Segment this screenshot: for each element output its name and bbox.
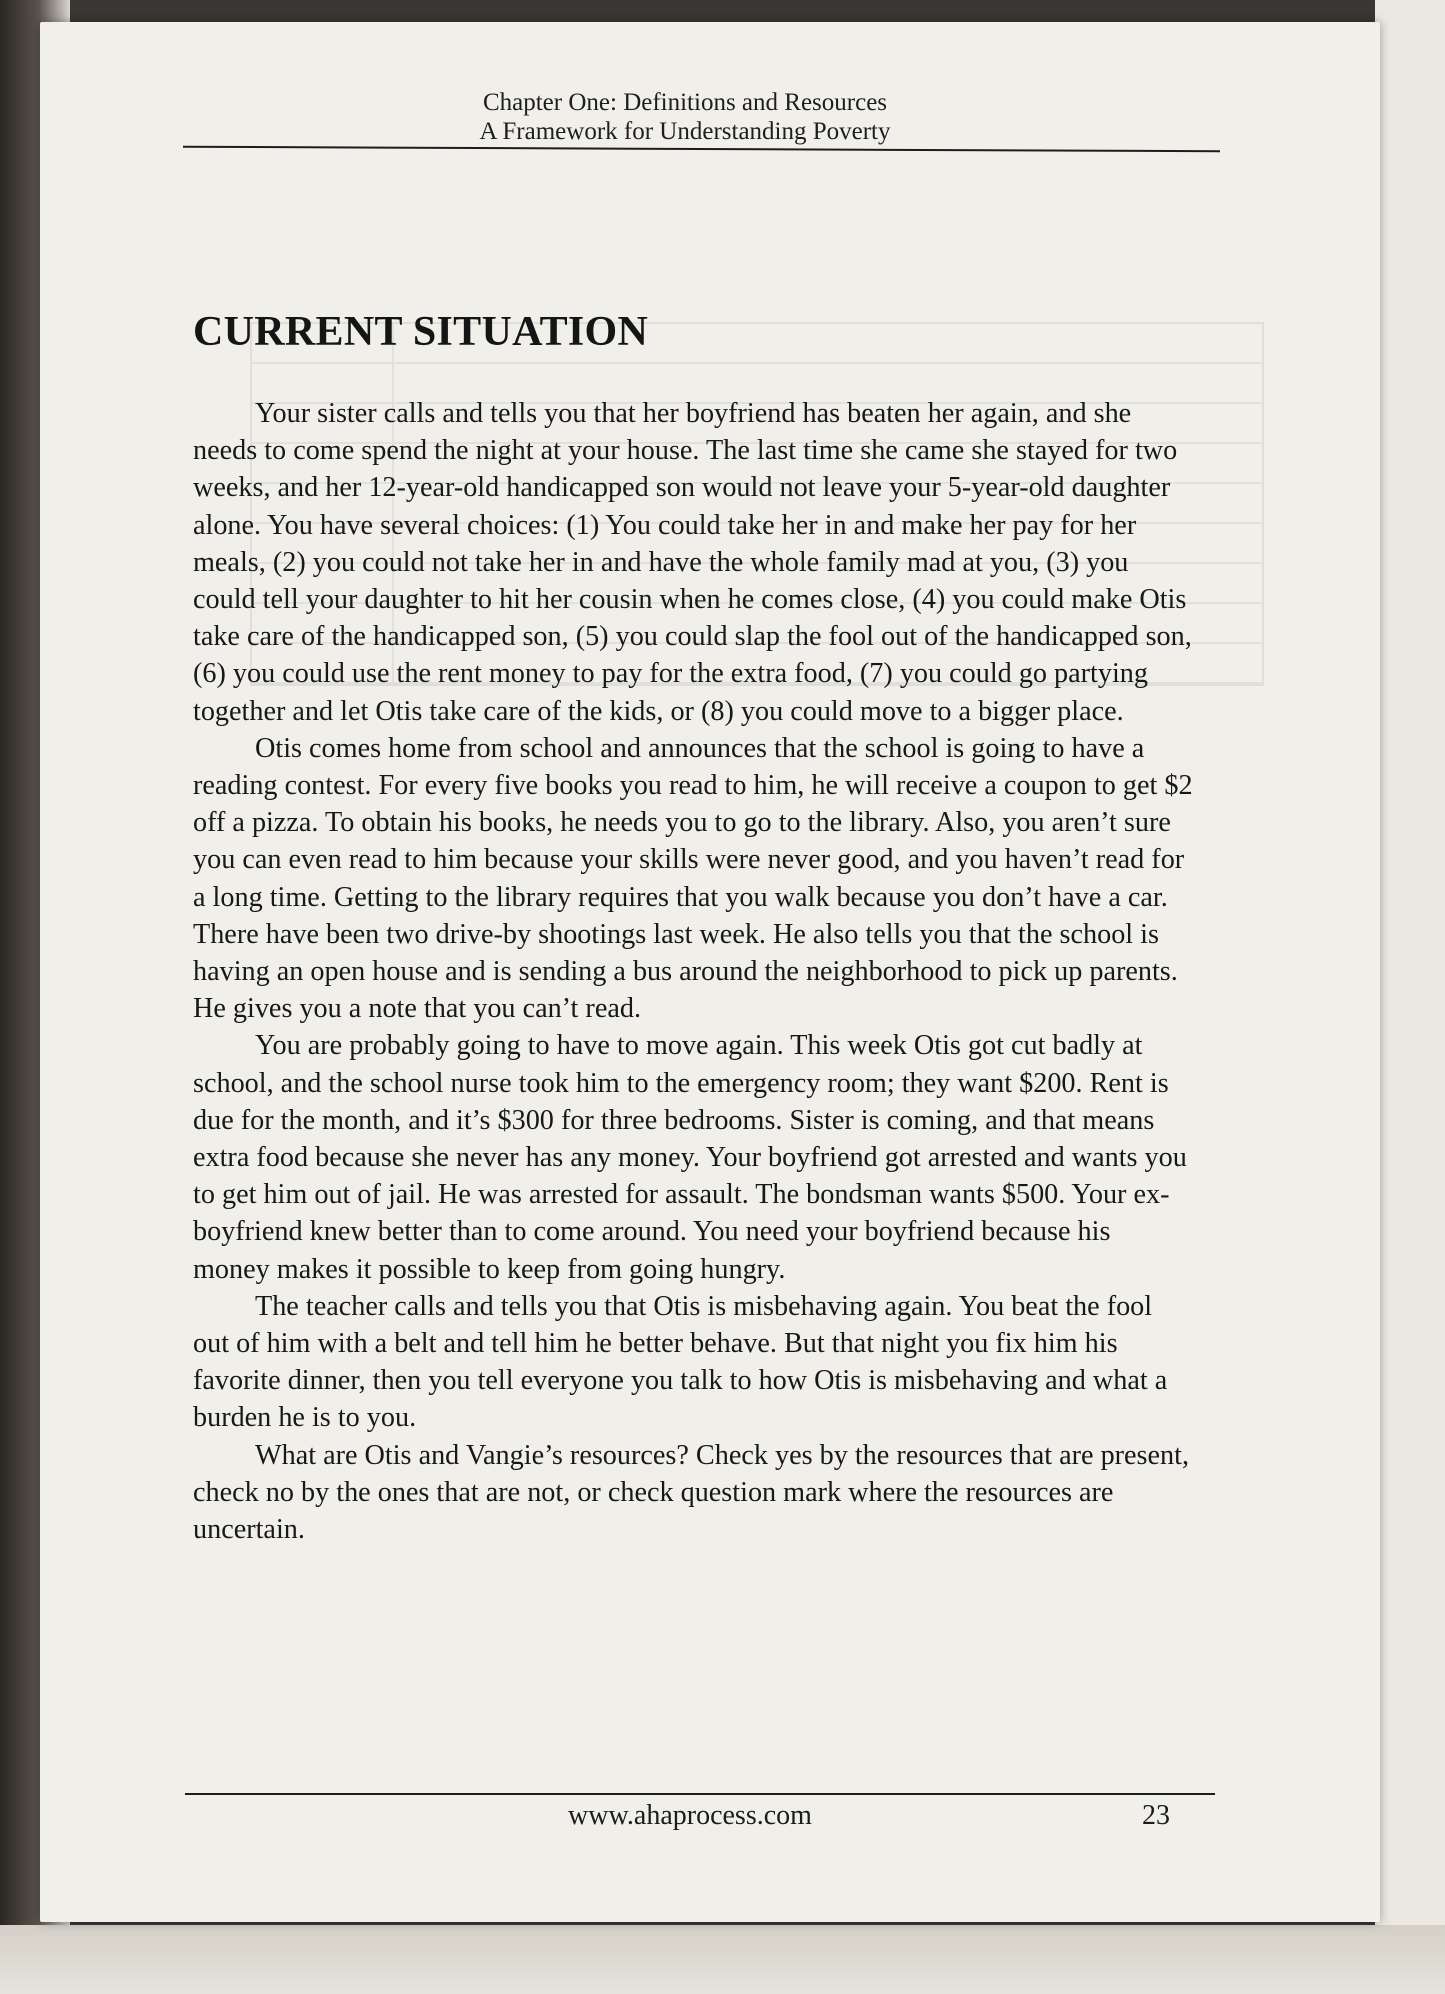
paragraph-3: You are probably going to have to move again. This week Otis got cut badly at school, and the school nurse took him to the emergency room; they want $200. Rent is due for the month, and it’s $300 for three bedrooms. Sister is coming, and that means extra food because she never has any money. Your boyfriend got arrested and wants you to get him out of jail. He was arrested for assault. The bondsman wants $500. Your ex-boyfriend knew better than to come around. You need your boyfriend because his money makes it possible to keep from going hungry. bbox=[193, 1030, 1187, 1285]
body-text bbox=[193, 395, 1193, 1548]
book-title: A Framework for Understanding Poverty bbox=[479, 118, 891, 145]
footer-rule bbox=[185, 1793, 1215, 1795]
section-title: CURRENT SITUATION bbox=[193, 309, 649, 355]
page-number: 23 bbox=[1142, 1800, 1170, 1831]
chapter-heading: Chapter One: Definitions and Resources bbox=[482, 89, 888, 116]
table-surface bbox=[0, 1925, 1445, 1994]
paragraph-2: Otis comes home from school and announces that the school is going to have a reading contest. For every five books you read to him, he will receive a coupon to get $2 off a pizza. To obtain his books, he needs you to go to the library. Also, you aren’t sure you can even read to him because your skills were never good, and you haven’t read for a long time. Getting to the library requires that you walk because you don’t have a car. There have been two drive-by shootings last week. He also tells you that the school is having an open house and is sending a bus around the neighborhood to pick up parents. He gives you a note that you can’t read. bbox=[193, 732, 1193, 1025]
running-header bbox=[150, 88, 1220, 146]
backdrop-surface bbox=[1375, 0, 1445, 1994]
paragraph-4: The teacher calls and tells you that Otis is misbehaving again. You beat the fool out of him with a belt and tell him he better behave. But that night you fix him his favorite dinner, then you tell everyone you talk to how Otis is misbehaving and what a burden he is to you. bbox=[193, 1290, 1168, 1434]
footer-website: www.ahaprocess.com bbox=[568, 1800, 812, 1831]
paragraph-1: Your sister calls and tells you that her boyfriend has beaten her again, and she needs to come spend the night at your house. The last time she came she stayed for two weeks, and her 12-year-old handicapped son would not leave your 5-year-old daughter alone. You have several choices: (1) You could take her in and make her pay for her meals, (2) you could not take her in and have the whole family mad at you, (3) you could tell your daughter to hit her cousin when he comes close, (4) you could make Otis take care of the handicapped son, (5) you could slap the fool out of the handicapped son, (6) you could use the rent money to pay for the extra food, (7) you could go partying together and let Otis take care of the kids, or (8) you could move to a bigger place. bbox=[193, 398, 1192, 727]
paragraph-5: What are Otis and Vangie’s resources? Check yes by the resources that are present, check no by the ones that are not, or check question mark where the resources are uncertain. bbox=[193, 1439, 1190, 1546]
